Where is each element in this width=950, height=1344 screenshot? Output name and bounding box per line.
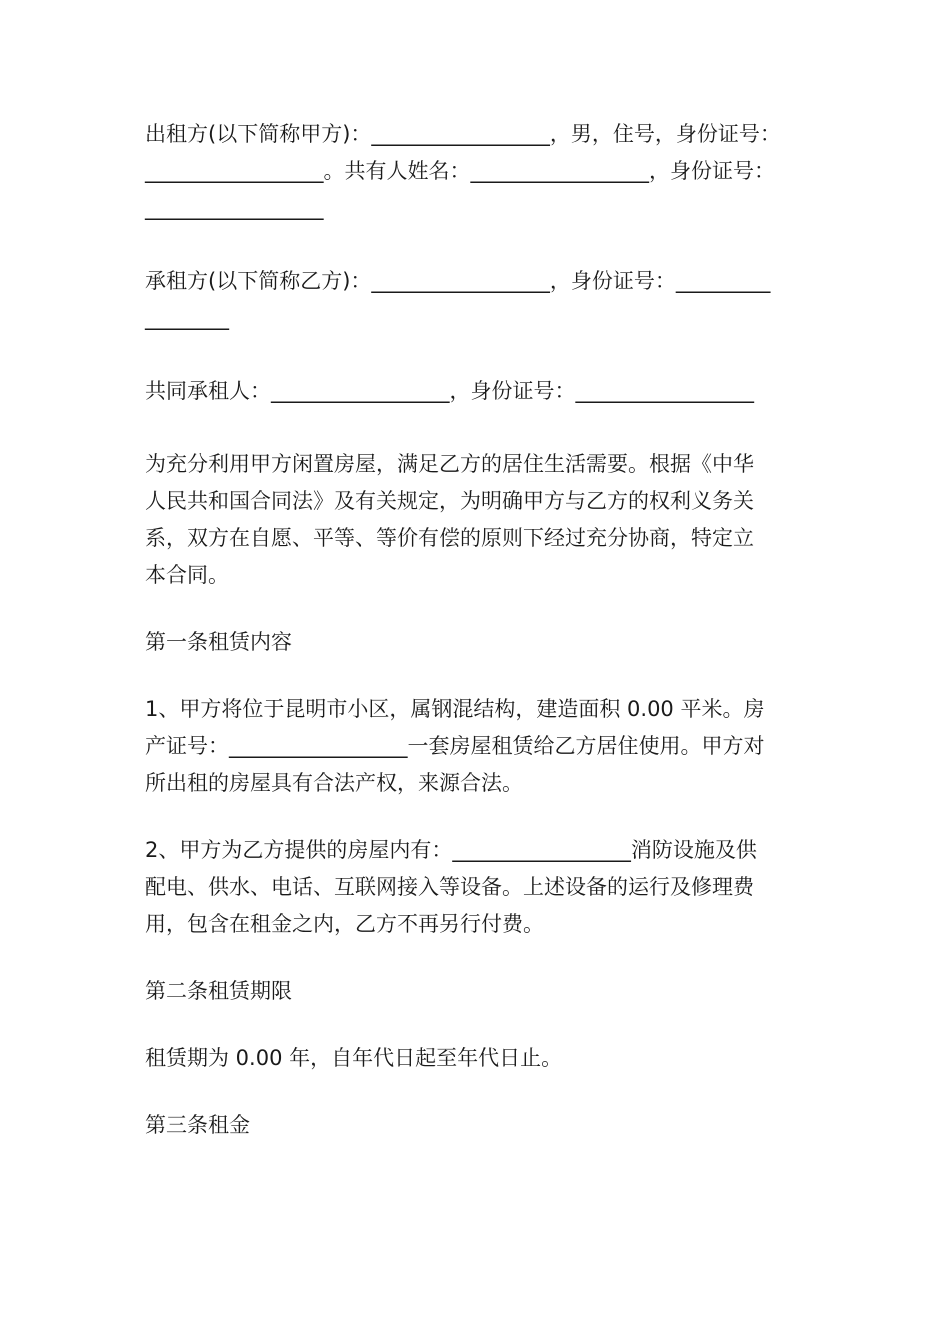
preamble-line-2: 人民共和国合同法》及有关规定，为明确甲方与乙方的权利义务关 — [145, 489, 754, 513]
lease-term-line: 租赁期为 0.00 年，自年代日起至年代日止。 — [145, 1046, 563, 1070]
clause-1-line-1: 1、甲方将位于昆明市小区，属钢混结构，建造面积 0.00 平米。房 — [145, 697, 765, 721]
preamble-paragraph — [145, 446, 810, 594]
article-2-heading: 第二条租赁期限 — [145, 979, 292, 1003]
preamble-line-3: 系，双方在自愿、平等、等价有偿的原则下经过充分协商，特定立 — [145, 526, 754, 550]
lessor-line-1: 出租方(以下简称甲方)：_________________，男，住号，身份证号： — [145, 122, 781, 146]
clause-1-paragraph — [145, 691, 810, 802]
article-1-heading: 第一条租赁内容 — [145, 630, 292, 654]
clause-1-line-2: 产证号：_________________一套房屋租赁给乙方居住使用。甲方对 — [145, 734, 765, 758]
lessee-paragraph — [145, 263, 810, 337]
lessee-line-1: 承租方(以下简称乙方)：_________________，身份证号：_________ — [145, 269, 771, 293]
clause-2-line-3: 用，包含在租金之内，乙方不再另行付费。 — [145, 912, 544, 936]
preamble-line-1: 为充分利用甲方闲置房屋，满足乙方的居住生活需要。根据《中华 — [145, 452, 754, 476]
clause-2-line-2: 配电、供水、电话、互联网接入等设备。上述设备的运行及修理费 — [145, 875, 754, 899]
preamble-line-4: 本合同。 — [145, 563, 229, 587]
contract-page — [145, 116, 810, 1144]
clause-2-line-1: 2、甲方为乙方提供的房屋内有：_________________消防设施及供 — [145, 838, 757, 862]
lessee-line-2: ________ — [145, 306, 229, 330]
article-3-heading: 第三条租金 — [145, 1113, 250, 1137]
lessor-line-3: _________________ — [145, 196, 324, 220]
clause-1-line-3: 所出租的房屋具有合法产权，来源合法。 — [145, 771, 523, 795]
lessor-line-2: _________________。共有人姓名：_________________，身份证号： — [145, 159, 775, 183]
co-lessee-line: 共同承租人：_________________，身份证号：_________________ — [145, 379, 754, 403]
clause-2-paragraph — [145, 832, 810, 943]
lessor-paragraph — [145, 116, 810, 227]
